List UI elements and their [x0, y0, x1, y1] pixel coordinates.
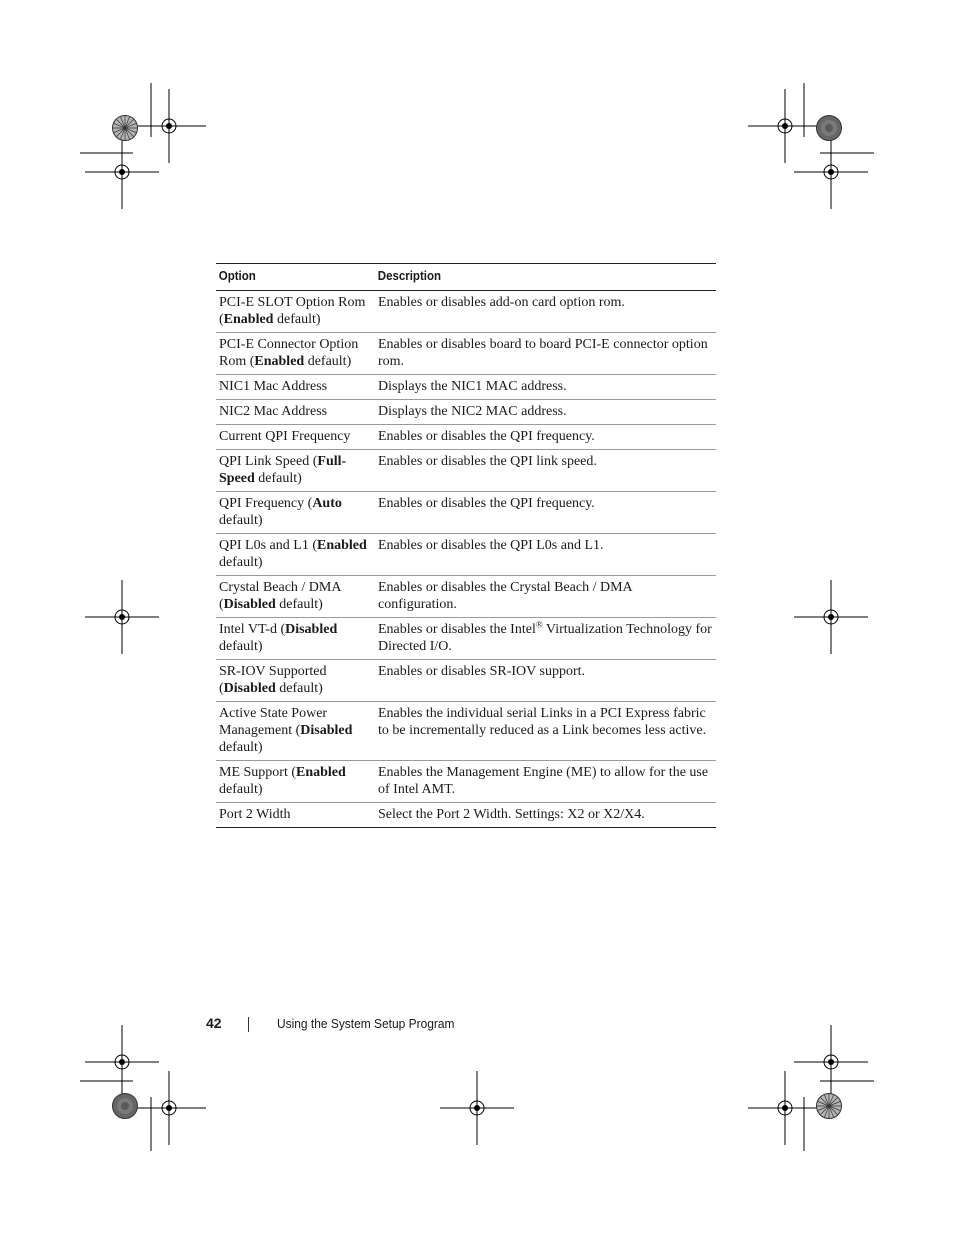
description-cell: Enables or disables the Intel® Virtualization Technology for Directed I/O.	[375, 618, 716, 660]
description-cell: Enables or disables the QPI link speed.	[375, 450, 716, 492]
description-cell: Enables or disables add-on card option rom.	[375, 291, 716, 333]
description-cell: Enables or disables the Crystal Beach / DMA configuration.	[375, 576, 716, 618]
table-row	[216, 534, 716, 576]
table-row	[216, 761, 716, 803]
table-header-row	[216, 264, 716, 291]
table-row	[216, 450, 716, 492]
table-row	[216, 702, 716, 761]
table-row	[216, 492, 716, 534]
description-cell: Displays the NIC2 MAC address.	[375, 400, 716, 425]
option-cell: PCI-E SLOT Option Rom (Enabled default)	[216, 291, 375, 333]
option-cell: QPI Frequency (Auto default)	[216, 492, 375, 534]
description-cell: Enables or disables the QPI frequency.	[375, 425, 716, 450]
options-table	[216, 263, 716, 828]
option-cell: QPI Link Speed (Full-Speed default)	[216, 450, 375, 492]
option-cell: ME Support (Enabled default)	[216, 761, 375, 803]
option-cell: NIC2 Mac Address	[216, 400, 375, 425]
option-cell: Current QPI Frequency	[216, 425, 375, 450]
table-row	[216, 660, 716, 702]
description-cell: Enables or disables SR-IOV support.	[375, 660, 716, 702]
table-row	[216, 618, 716, 660]
registered-trademark: ®	[535, 619, 543, 630]
table-row	[216, 425, 716, 450]
table-row	[216, 576, 716, 618]
table-row	[216, 375, 716, 400]
description-cell: Enables or disables the QPI frequency.	[375, 492, 716, 534]
table-row	[216, 400, 716, 425]
column-header-description: Description	[375, 264, 689, 291]
table-row	[216, 291, 716, 333]
option-cell: QPI L0s and L1 (Enabled default)	[216, 534, 375, 576]
description-cell: Enables or disables the QPI L0s and L1.	[375, 534, 716, 576]
option-cell: NIC1 Mac Address	[216, 375, 375, 400]
description-cell: Enables or disables board to board PCI-E connector option rom.	[375, 333, 716, 375]
description-cell: Enables the Management Engine (ME) to allow for the use of Intel AMT.	[375, 761, 716, 803]
page-number: 42	[206, 1015, 222, 1031]
option-cell: Active State Power Management (Disabled default)	[216, 702, 375, 761]
footer-title: Using the System Setup Program	[277, 1016, 455, 1031]
table-row	[216, 803, 716, 828]
page-footer	[0, 1015, 954, 1035]
table-row	[216, 333, 716, 375]
option-cell: SR-IOV Supported (Disabled default)	[216, 660, 375, 702]
footer-divider	[248, 1017, 249, 1032]
description-cell: Displays the NIC1 MAC address.	[375, 375, 716, 400]
column-header-option: Option	[216, 264, 362, 291]
description-cell: Select the Port 2 Width. Settings: X2 or X2/X4.	[378, 807, 645, 822]
option-cell: Port 2 Width	[219, 807, 291, 822]
option-cell: Crystal Beach / DMA (Disabled default)	[216, 576, 375, 618]
description-cell: Enables the individual serial Links in a PCI Express fabric to be incrementally reduced as a Link becomes less active.	[375, 702, 716, 761]
option-cell: PCI-E Connector Option Rom (Enabled default)	[216, 333, 375, 375]
option-cell: Intel VT-d (Disabled default)	[216, 618, 375, 660]
